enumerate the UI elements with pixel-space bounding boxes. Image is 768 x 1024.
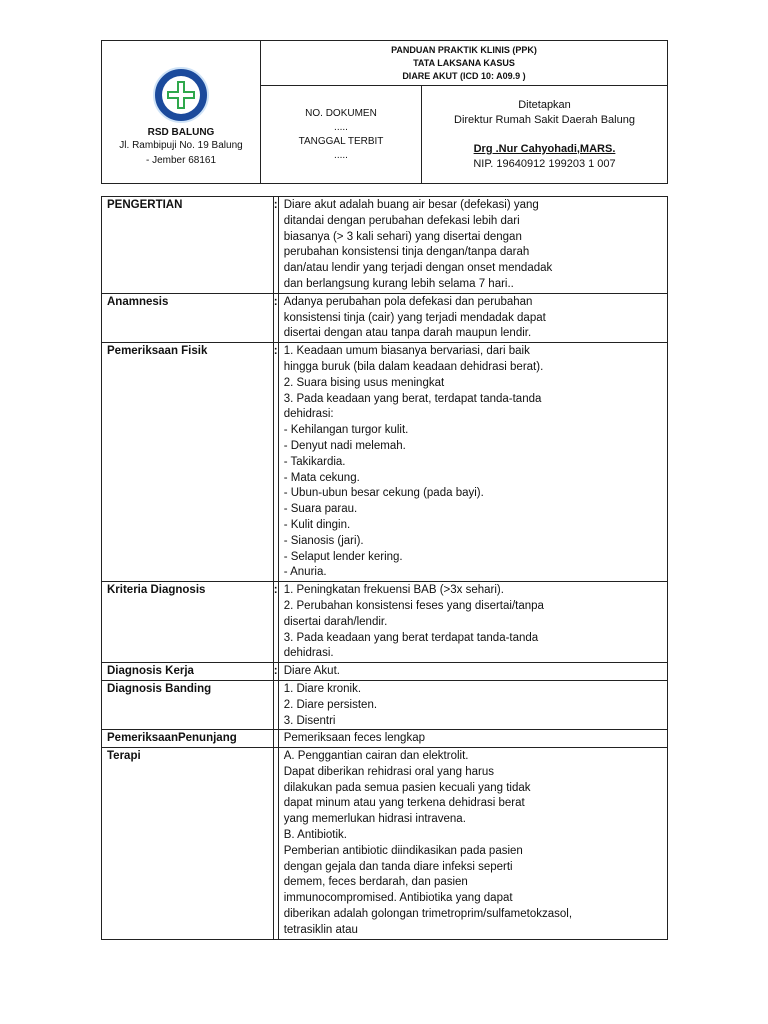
content-line: Pemberian antibiotic diindikasikan pada pasien (283, 844, 523, 857)
established-by: Direktur Rumah Sakit Daerah Balung (454, 113, 635, 126)
title-line1: PANDUAN PRAKTIK KLINIS (PPK) (391, 44, 537, 55)
doc-number-label: NO. DOKUMEN (305, 107, 377, 119)
header-table (101, 40, 668, 184)
row-colon: : (273, 582, 278, 663)
content-line: dengan gejala dan tanda diare infeksi seperti (283, 860, 513, 873)
row-colon: : (273, 663, 278, 681)
hospital-address-line2: - Jember 68161 (145, 154, 217, 166)
content-line: 3. Pada keadaan yang berat, terdapat tanda-tanda (283, 392, 542, 405)
content-line: hingga buruk (bila dalam keadaan dehidrasi berat). (283, 360, 544, 373)
content-line: 1. Keadaan umum biasanya bervariasi, dari baik (283, 345, 530, 358)
content-line: - Anuria. (283, 566, 327, 579)
row-content (278, 197, 667, 294)
content-line: 3. Disentri (283, 714, 336, 727)
content-line: - Denyut nadi melemah. (283, 439, 406, 452)
content-line: 2. Diare persisten. (283, 698, 378, 711)
row-label: Diagnosis Banding (102, 680, 274, 729)
row-label: Diagnosis Kerja (102, 663, 274, 681)
document-info-cell (261, 86, 422, 184)
content-line: Adanya perubahan pola defekasi dan perubahan (283, 295, 533, 308)
content-line: disertai darah/lendir. (283, 615, 388, 628)
content-line: A. Penggantian cairan dan elektrolit. (283, 750, 469, 763)
row-label: PemeriksaanPenunjang (102, 730, 274, 748)
content-line: diberikan adalah golongan trimetroprim/sulfametokzasol, (283, 908, 573, 921)
hospital-logo (153, 67, 209, 123)
document-title-cell (261, 41, 668, 86)
table-row (102, 293, 668, 342)
row-content (278, 680, 667, 729)
hospital-address-line1: Jl. Rambipuji No. 19 Balung (119, 139, 243, 151)
content-line: konsistensi tinja (cair) yang terjadi mendadak dapat (283, 311, 546, 324)
row-colon: : (273, 343, 278, 582)
content-line: 1. Peningkatan frekuensi BAB (>3x sehari). (283, 584, 504, 597)
table-row (102, 680, 668, 729)
table-row (102, 663, 668, 681)
hospital-identity-cell (102, 41, 261, 184)
content-line: dan/atau lendir yang terjadi dengan onset mendadak (283, 262, 553, 275)
content-line: 2. Suara bising usus meningkat (283, 376, 445, 389)
row-content (278, 343, 667, 582)
approval-cell (422, 86, 668, 184)
doc-number-value: ..... (334, 121, 348, 133)
content-line: - Kehilangan turgor kulit. (283, 424, 409, 437)
table-row (102, 197, 668, 294)
row-colon: : (273, 197, 278, 294)
content-line: - Suara parau. (283, 503, 358, 516)
content-line: demem, feces berdarah, dan pasien (283, 876, 468, 889)
row-content (278, 748, 667, 940)
row-label: Kriteria Diagnosis (102, 582, 274, 663)
content-line: Dapat diberikan rehidrasi oral yang harus (283, 765, 495, 778)
signatory-name: Drg .Nur Cahyohadi,MARS. (473, 142, 616, 155)
content-line: - Sianosis (jari). (283, 534, 364, 547)
content-line: dehidrasi: (283, 408, 334, 421)
row-label: Pemeriksaan Fisik (102, 343, 274, 582)
content-line: dan berlangsung kurang lebih selama 7 hari.. (283, 277, 514, 290)
table-row (102, 582, 668, 663)
content-line: immunocompromised. Antibiotika yang dapat (283, 892, 513, 905)
row-label: Terapi (102, 748, 274, 940)
row-content (278, 663, 667, 681)
content-line: B. Antibiotik. (283, 829, 348, 842)
title-line2: TATA LAKSANA KASUS (413, 57, 515, 68)
content-line: perubahan konsistensi tinja dengan/tanpa darah (283, 246, 530, 259)
established-label: Ditetapkan (518, 98, 571, 111)
content-line: ditandai dengan perubahan defekasi lebih dari (283, 214, 520, 227)
row-content (278, 293, 667, 342)
content-line: dapat minum atau yang terkena dehidrasi berat (283, 797, 525, 810)
guideline-table (101, 196, 668, 940)
content-line: - Mata cekung. (283, 471, 360, 484)
row-label: Anamnesis (102, 293, 274, 342)
content-line: 2. Perubahan konsistensi feses yang disertai/tanpa (283, 599, 544, 612)
title-line3: DIARE AKUT (ICD 10: A09.9 ) (402, 70, 526, 81)
content-line: - Ubun-ubun besar cekung (pada bayi). (283, 487, 484, 500)
content-line: - Kulit dingin. (283, 518, 351, 531)
content-line: Pemeriksaan feces lengkap (283, 732, 425, 745)
row-colon: : (273, 293, 278, 342)
content-line: Diare Akut. (283, 665, 340, 678)
content-line: dilakukan pada semua pasien kecuali yang tidak (283, 781, 531, 794)
content-line: - Selaput lender kering. (283, 550, 403, 563)
signatory-nip: NIP. 19640912 199203 1 007 (473, 157, 616, 170)
content-line: 1. Diare kronik. (283, 682, 362, 695)
table-row (102, 748, 668, 940)
content-line: dehidrasi. (283, 647, 334, 660)
row-label: PENGERTIAN (102, 197, 274, 294)
content-line: tetrasiklin atau (283, 923, 358, 936)
content-line: - Takikardia. (283, 455, 346, 468)
content-line: yang memerlukan hidrasi intravena. (283, 813, 466, 826)
hospital-name: RSD BALUNG (147, 126, 215, 138)
row-content (278, 730, 667, 748)
content-line: Diare akut adalah buang air besar (defekasi) yang (283, 199, 539, 211)
issue-date-label: TANGGAL TERBIT (298, 135, 384, 147)
content-line: 3. Pada keadaan yang berat terdapat tanda-tanda (283, 631, 539, 644)
row-content (278, 582, 667, 663)
issue-date-value: ..... (334, 149, 348, 161)
table-row (102, 343, 668, 582)
table-row (102, 730, 668, 748)
content-line: disertai dengan atau tanpa darah maupun lendir. (283, 327, 532, 340)
content-line: biasanya (> 3 kali sehari) yang disertai dengan (283, 230, 522, 243)
